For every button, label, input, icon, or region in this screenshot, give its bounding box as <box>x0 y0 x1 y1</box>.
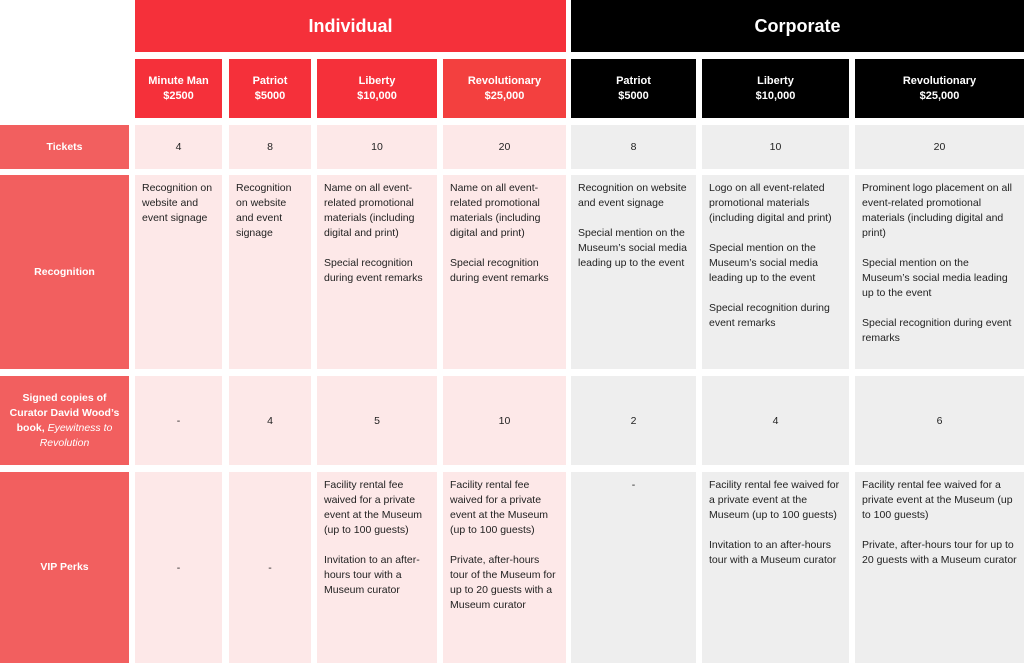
table-cell: - <box>571 472 696 663</box>
table-cell: 10 <box>702 125 849 169</box>
tier-name: Minute Man <box>148 74 209 87</box>
tier-price: $25,000 <box>919 89 960 102</box>
book-title: Eyewitness to Revolution <box>39 421 113 449</box>
tier-name: Revolutionary <box>902 74 977 87</box>
tier-header <box>702 59 849 118</box>
group-header-corporate <box>571 0 1024 52</box>
group-title: Individual <box>308 15 393 36</box>
tier-header <box>135 59 222 118</box>
tier-name: Liberty <box>757 74 794 87</box>
tier-header <box>317 59 437 118</box>
table-cell: 8 <box>571 125 696 169</box>
tier-price: $25,000 <box>484 89 525 102</box>
table-cell: 4 <box>229 376 311 465</box>
row-header-tickets: Tickets <box>0 125 129 169</box>
tier-price: $5000 <box>254 89 286 102</box>
table-cell: 2 <box>571 376 696 465</box>
tier-name: Liberty <box>358 74 396 87</box>
table-cell: Recognition on website and event signage <box>229 175 311 369</box>
table-cell: - <box>135 472 222 663</box>
table-cell: - <box>135 376 222 465</box>
row-header-signed-books: Signed copies of Curator David Wood’s book, Eyewitness to Revolution <box>0 376 129 465</box>
tier-price: $10,000 <box>755 89 796 102</box>
group-title: Corporate <box>754 15 841 36</box>
table-cell: 4 <box>135 125 222 169</box>
table-cell: 5 <box>317 376 437 465</box>
table-cell: 10 <box>317 125 437 169</box>
table-cell: 4 <box>702 376 849 465</box>
table-cell: Facility rental fee waived for a private event at the Museum (up to 100 guests) Private, after-hours tour of the Museum for up to 20 guests with a Museum curator <box>443 472 566 663</box>
tier-header <box>229 59 311 118</box>
table-cell: Facility rental fee waived for a private event at the Museum (up to 100 guests) Private, after-hours tour for up to 20 guests with a Museum curator <box>855 472 1024 663</box>
table-cell: Facility rental fee waived for a private event at the Museum (up to 100 guests) Invitation to an after-hours tour with a Museum curator <box>317 472 437 663</box>
table-cell: 20 <box>443 125 566 169</box>
tier-name: Patriot <box>616 74 651 87</box>
table-cell: Prominent logo placement on all event-related promotional materials (including digital and print) Special mention on the Museum’s social media leading up to the event Special recognition during event remarks <box>855 175 1024 369</box>
tier-price: $10,000 <box>357 89 397 102</box>
table-cell: 10 <box>443 376 566 465</box>
tier-header <box>443 59 566 118</box>
tier-name: Patriot <box>252 74 288 87</box>
table-cell: 6 <box>855 376 1024 465</box>
table-cell: Name on all event-related promotional materials (including digital and print) Special recognition during event remarks <box>443 175 566 369</box>
table-cell: Recognition on website and event signage Special mention on the Museum’s social media leading up to the event <box>571 175 696 369</box>
table-cell: 20 <box>855 125 1024 169</box>
tier-price: $2500 <box>163 89 194 102</box>
group-header-individual <box>135 0 566 52</box>
table-cell: - <box>229 472 311 663</box>
tier-name: Revolutionary <box>467 74 542 87</box>
table-cell: Recognition on website and event signage <box>135 175 222 369</box>
table-cell: 8 <box>229 125 311 169</box>
tier-header <box>571 59 696 118</box>
row-header-vip-perks: VIP Perks <box>0 472 129 663</box>
row-header-recognition: Recognition <box>0 175 129 369</box>
table-cell: Name on all event-related promotional materials (including digital and print) Special recognition during event remarks <box>317 175 437 369</box>
table-cell: Facility rental fee waived for a private event at the Museum (up to 100 guests) Invitation to an after-hours tour with a Museum curator <box>702 472 849 663</box>
tier-header <box>855 59 1024 118</box>
tier-price: $5000 <box>618 89 649 102</box>
table-cell: Logo on all event-related promotional materials (including digital and print) Special mention on the Museum’s social media leading up to the event Special recognition during event remarks <box>702 175 849 369</box>
